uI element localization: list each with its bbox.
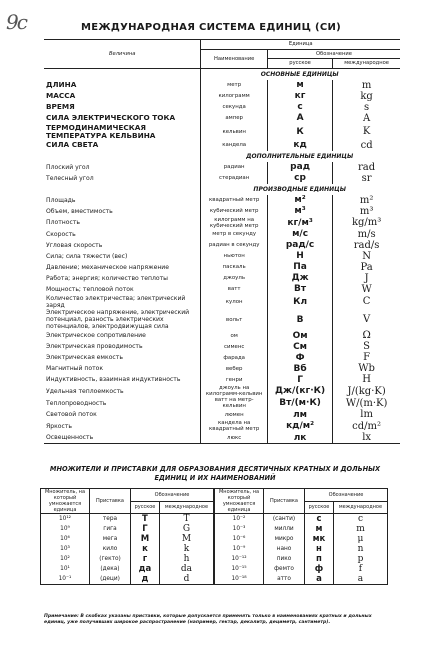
prefix-row bbox=[41, 564, 388, 574]
quantity-name: СИЛА ЭЛЕКТРИЧЕСКОГО ТОКА bbox=[46, 113, 176, 122]
unit-row bbox=[44, 124, 400, 140]
handwritten-mark: 9c bbox=[6, 10, 26, 34]
prefix-name: атто bbox=[264, 574, 305, 585]
prefix-header-prefix-2: Приставка bbox=[264, 489, 305, 514]
prefix-symbol-russian: м bbox=[305, 524, 334, 534]
unit-symbol-international: S bbox=[333, 341, 400, 352]
quantity-name: Давление; механическое напряжение bbox=[46, 263, 170, 271]
unit-name: кандела bbox=[201, 140, 268, 151]
unit-name: килограмм на кубический метр bbox=[201, 217, 268, 229]
unit-row bbox=[44, 162, 400, 173]
prefix-name: мега bbox=[90, 534, 131, 544]
unit-name: джоуль на килограмм-кельвин bbox=[201, 385, 268, 397]
prefix-row bbox=[41, 514, 388, 525]
prefix-name: (дека) bbox=[90, 564, 131, 574]
unit-row bbox=[44, 140, 400, 151]
unit-symbol-international: rad bbox=[333, 162, 400, 173]
prefix-multiplier: 10⁻¹⁸ bbox=[214, 574, 264, 585]
prefix-symbol-russian: мк bbox=[305, 534, 334, 544]
prefix-multiplier: 10⁻⁹ bbox=[214, 544, 264, 554]
unit-symbol-international: rad/s bbox=[333, 240, 400, 251]
unit-symbol-international: V bbox=[333, 309, 400, 331]
unit-name: ампер bbox=[201, 113, 268, 124]
unit-symbol-international: H bbox=[333, 374, 400, 385]
unit-row bbox=[44, 113, 400, 124]
header-name: Наименование bbox=[201, 49, 268, 68]
unit-symbol-international: m³ bbox=[333, 206, 400, 217]
unit-row bbox=[44, 432, 400, 444]
prefix-header-designation: Обозначение bbox=[131, 489, 215, 502]
unit-name: квадратный метр bbox=[201, 195, 268, 206]
quantity-name: МАССА bbox=[46, 91, 76, 100]
unit-symbol-international: W bbox=[333, 284, 400, 295]
prefix-symbol-international: T bbox=[159, 514, 214, 525]
unit-symbol-russian: Н bbox=[267, 251, 332, 262]
unit-symbol-russian: рад/с bbox=[267, 240, 332, 251]
unit-symbol-russian: Кл bbox=[267, 295, 332, 309]
quantity-name: Плоский угол bbox=[46, 163, 90, 171]
prefix-symbol-international: m bbox=[333, 524, 387, 534]
unit-row bbox=[44, 80, 400, 91]
prefix-multiplier: 10⁶ bbox=[41, 534, 90, 544]
unit-symbol-russian: кг bbox=[267, 91, 332, 102]
section-row bbox=[44, 151, 400, 162]
quantity-name: Индуктивность, взаимная индуктивность bbox=[46, 376, 181, 384]
unit-row bbox=[44, 385, 400, 397]
unit-symbol-international: cd bbox=[333, 140, 400, 151]
unit-name: вебер bbox=[201, 363, 268, 374]
quantity-name: Магнитный поток bbox=[46, 365, 104, 373]
quantity-name: Плотность bbox=[46, 219, 80, 226]
quantity-name: Мощность; тепловой поток bbox=[46, 285, 134, 293]
unit-symbol-international: J/(kg·K) bbox=[333, 385, 400, 397]
prefix-symbol-russian: г bbox=[131, 554, 160, 564]
prefix-name: (гекто) bbox=[90, 554, 131, 564]
prefix-multiplier: 10⁹ bbox=[41, 524, 90, 534]
prefix-header-multiplier: Множитель, на который умножается единица bbox=[41, 489, 90, 514]
prefix-header-russian-2: русское bbox=[305, 501, 334, 514]
unit-symbol-russian: Вб bbox=[267, 363, 332, 374]
unit-name: сименс bbox=[201, 341, 268, 352]
prefix-name: (деци) bbox=[90, 574, 131, 585]
unit-name: кандела на квадратный метр bbox=[201, 420, 268, 432]
prefixes-title: МНОЖИТЕЛИ И ПРИСТАВКИ ДЛЯ ОБРАЗОВАНИЯ ДЕСЯТИЧНЫХ КРАТНЫХ И ДОЛЬНЫХ ЕДИНИЦ И ИХ НАИМЕНОВАНИЙ bbox=[49, 465, 381, 482]
quantity-name: ТЕРМОДИНАМИЧЕСКАЯ ТЕМПЕРАТУРА КЕЛЬВИНА bbox=[46, 122, 156, 140]
unit-symbol-international: lm bbox=[333, 409, 400, 420]
quantity-name: ВРЕМЯ bbox=[46, 102, 75, 111]
prefix-symbol-russian: а bbox=[305, 574, 334, 585]
unit-symbol-russian: Ф bbox=[267, 352, 332, 363]
header-quantity: Величина bbox=[44, 40, 201, 69]
page-title: МЕЖДУНАРОДНАЯ СИСТЕМА ЕДИНИЦ (СИ) bbox=[81, 22, 341, 33]
header-international: международное bbox=[333, 59, 400, 69]
prefix-multiplier: 10⁻¹ bbox=[41, 574, 90, 585]
unit-name: вольт bbox=[201, 309, 268, 331]
prefix-symbol-russian: с bbox=[305, 514, 334, 525]
quantity-name: Световой поток bbox=[46, 411, 97, 419]
prefix-name: (санти) bbox=[264, 514, 305, 525]
unit-name: радиан bbox=[201, 162, 268, 173]
unit-symbol-international: W/(m·K) bbox=[333, 397, 400, 409]
prefix-multiplier: 10⁻³ bbox=[214, 524, 264, 534]
footnote: Примечание: В скобках указаны приставки, которые допускается применять только в наименованиях кратных и дольных единиц, уже получивших широкое распространение (например, гектар, декалитр, дециметр, сантиметр). bbox=[44, 614, 372, 626]
quantity-name: СИЛА СВЕТА bbox=[46, 140, 99, 149]
prefix-header-russian: русское bbox=[131, 501, 160, 514]
prefix-multiplier: 10¹ bbox=[41, 564, 90, 574]
section-title: ПРОИЗВОДНЫЕ ЕДИНИЦЫ bbox=[201, 184, 400, 195]
prefix-symbol-russian: да bbox=[131, 564, 160, 574]
unit-name: ом bbox=[201, 330, 268, 341]
prefix-symbol-international: k bbox=[159, 544, 214, 554]
quantity-name: Объем, вместимость bbox=[46, 207, 113, 215]
unit-name: джоуль bbox=[201, 273, 268, 284]
prefix-symbol-russian: М bbox=[131, 534, 160, 544]
unit-symbol-russian: Вт/(м·К) bbox=[267, 397, 332, 409]
prefix-multiplier: 10⁻² bbox=[214, 514, 264, 525]
prefix-name: гига bbox=[90, 524, 131, 534]
unit-symbol-russian: А bbox=[267, 113, 332, 124]
quantity-name: Электрическая емкость bbox=[46, 354, 123, 362]
prefix-header-prefix: Приставка bbox=[90, 489, 131, 514]
unit-symbol-russian: м³ bbox=[267, 206, 332, 217]
si-units-table bbox=[44, 39, 400, 444]
prefix-symbol-russian: Т bbox=[131, 514, 160, 525]
prefix-header-international-2: международное bbox=[333, 501, 387, 514]
section-title: ОСНОВНЫЕ ЕДИНИЦЫ bbox=[201, 68, 400, 80]
section-spacer bbox=[44, 151, 201, 162]
unit-symbol-international: N bbox=[333, 251, 400, 262]
unit-symbol-russian: м² bbox=[267, 195, 332, 206]
section-spacer bbox=[44, 68, 201, 80]
unit-name: ватт на метр-кельвин bbox=[201, 397, 268, 409]
unit-symbol-international: lx bbox=[333, 432, 400, 444]
unit-symbol-international: m² bbox=[333, 195, 400, 206]
unit-row bbox=[44, 251, 400, 262]
prefix-symbol-russian: Г bbox=[131, 524, 160, 534]
prefix-multiplier: 10² bbox=[41, 554, 90, 564]
quantity-name: Освещенность bbox=[46, 434, 94, 442]
unit-symbol-international: Pa bbox=[333, 262, 400, 273]
unit-name: стерадиан bbox=[201, 173, 268, 184]
prefix-symbol-international: n bbox=[333, 544, 387, 554]
unit-name: килограмм bbox=[201, 91, 268, 102]
unit-row bbox=[44, 309, 400, 331]
section-row bbox=[44, 184, 400, 195]
unit-symbol-international: Ω bbox=[333, 330, 400, 341]
quantity-name: Количество электричества; электрический заряд bbox=[46, 294, 186, 309]
unit-row bbox=[44, 206, 400, 217]
quantity-name: Удельная теплоемкость bbox=[46, 387, 124, 395]
unit-symbol-russian: См bbox=[267, 341, 332, 352]
quantity-name: Электрическое сопротивление bbox=[46, 332, 146, 340]
unit-symbol-international: cd/m² bbox=[333, 420, 400, 432]
unit-row bbox=[44, 102, 400, 113]
prefix-name: кило bbox=[90, 544, 131, 554]
unit-name: паскаль bbox=[201, 262, 268, 273]
unit-name: ватт bbox=[201, 284, 268, 295]
unit-symbol-russian: Дж/(кг·К) bbox=[267, 385, 332, 397]
unit-row bbox=[44, 420, 400, 432]
prefix-symbol-russian: п bbox=[305, 554, 334, 564]
unit-symbol-russian: м/с bbox=[267, 229, 332, 240]
unit-symbol-russian: с bbox=[267, 102, 332, 113]
unit-name: фарада bbox=[201, 352, 268, 363]
unit-symbol-russian: Ом bbox=[267, 330, 332, 341]
unit-symbol-international: kg/m³ bbox=[333, 217, 400, 229]
unit-name: метр bbox=[201, 80, 268, 91]
unit-symbol-international: K bbox=[333, 124, 400, 140]
prefix-symbol-international: f bbox=[333, 564, 387, 574]
unit-name: радиан в секунду bbox=[201, 240, 268, 251]
prefix-multiplier: 10⁻¹⁵ bbox=[214, 564, 264, 574]
prefix-symbol-international: h bbox=[159, 554, 214, 564]
unit-row bbox=[44, 341, 400, 352]
quantity-name: Теплопроводность bbox=[46, 399, 107, 407]
unit-symbol-russian: Дж bbox=[267, 273, 332, 284]
unit-row bbox=[44, 397, 400, 409]
unit-symbol-international: s bbox=[333, 102, 400, 113]
prefix-multiplier: 10¹² bbox=[41, 514, 90, 525]
prefix-symbol-international: da bbox=[159, 564, 214, 574]
unit-row bbox=[44, 295, 400, 309]
prefix-row bbox=[41, 524, 388, 534]
unit-row bbox=[44, 409, 400, 420]
quantity-name: Угловая скорость bbox=[46, 241, 103, 249]
quantity-name: Электрическая проводимость bbox=[46, 343, 143, 351]
unit-name: кубический метр bbox=[201, 206, 268, 217]
prefix-name: милли bbox=[264, 524, 305, 534]
unit-name: кулон bbox=[201, 295, 268, 309]
prefix-symbol-international: μ bbox=[333, 534, 387, 544]
unit-row bbox=[44, 262, 400, 273]
section-spacer bbox=[44, 184, 201, 195]
unit-symbol-international: m/s bbox=[333, 229, 400, 240]
quantity-name: Телесный угол bbox=[46, 174, 94, 182]
unit-symbol-russian: кг/м³ bbox=[267, 217, 332, 229]
unit-symbol-russian: кд/м² bbox=[267, 420, 332, 432]
unit-symbol-russian: В bbox=[267, 309, 332, 331]
section-row bbox=[44, 68, 400, 80]
prefix-symbol-international: M bbox=[159, 534, 214, 544]
unit-symbol-russian: Вт bbox=[267, 284, 332, 295]
unit-symbol-international: A bbox=[333, 113, 400, 124]
unit-symbol-international: F bbox=[333, 352, 400, 363]
unit-symbol-russian: К bbox=[267, 124, 332, 140]
prefix-row bbox=[41, 544, 388, 554]
unit-symbol-russian: кд bbox=[267, 140, 332, 151]
unit-row bbox=[44, 173, 400, 184]
unit-symbol-russian: м bbox=[267, 80, 332, 91]
unit-row bbox=[44, 229, 400, 240]
unit-symbol-international: C bbox=[333, 295, 400, 309]
quantity-name: Сила; сила тяжести (вес) bbox=[46, 252, 128, 260]
prefix-symbol-russian: ф bbox=[305, 564, 334, 574]
section-title: ДОПОЛНИТЕЛЬНЫЕ ЕДИНИЦЫ bbox=[201, 151, 400, 162]
unit-row bbox=[44, 91, 400, 102]
unit-symbol-russian: лм bbox=[267, 409, 332, 420]
unit-symbol-russian: Па bbox=[267, 262, 332, 273]
unit-row bbox=[44, 363, 400, 374]
quantity-name: Работа; энергия; количество теплоты bbox=[46, 274, 168, 282]
unit-name: кельвин bbox=[201, 124, 268, 140]
prefix-name: фемто bbox=[264, 564, 305, 574]
unit-symbol-international: m bbox=[333, 80, 400, 91]
prefix-symbol-international: a bbox=[333, 574, 387, 585]
header-unit: Единица bbox=[201, 40, 400, 50]
prefix-row bbox=[41, 554, 388, 564]
prefix-symbol-international: G bbox=[159, 524, 214, 534]
prefix-symbol-international: d bbox=[159, 574, 214, 585]
quantity-name: ДЛИНА bbox=[46, 80, 77, 89]
unit-row bbox=[44, 374, 400, 385]
prefix-name: тера bbox=[90, 514, 131, 525]
unit-name: ньютон bbox=[201, 251, 268, 262]
prefix-header-international: международное bbox=[159, 501, 214, 514]
prefix-symbol-international: c bbox=[333, 514, 387, 525]
quantity-name: Яркость bbox=[46, 422, 73, 430]
unit-name: генри bbox=[201, 374, 268, 385]
unit-row bbox=[44, 195, 400, 206]
prefix-row bbox=[41, 574, 388, 585]
unit-row bbox=[44, 330, 400, 341]
unit-name: люмен bbox=[201, 409, 268, 420]
prefix-symbol-russian: д bbox=[131, 574, 160, 585]
prefix-row bbox=[41, 534, 388, 544]
unit-symbol-russian: лк bbox=[267, 432, 332, 444]
prefix-symbol-russian: к bbox=[131, 544, 160, 554]
unit-row bbox=[44, 352, 400, 363]
unit-name: люкс bbox=[201, 432, 268, 444]
quantity-name: Площадь bbox=[46, 196, 76, 204]
header-designation: Обозначение bbox=[267, 49, 400, 59]
unit-row bbox=[44, 240, 400, 251]
unit-name: метр в секунду bbox=[201, 229, 268, 240]
prefix-multiplier: 10⁻⁶ bbox=[214, 534, 264, 544]
prefix-name: нано bbox=[264, 544, 305, 554]
unit-row bbox=[44, 284, 400, 295]
quantity-name: Скорость bbox=[46, 230, 76, 238]
unit-symbol-russian: Г bbox=[267, 374, 332, 385]
unit-row bbox=[44, 273, 400, 284]
header-russian: русское bbox=[267, 59, 332, 69]
unit-row bbox=[44, 217, 400, 229]
unit-name: секунда bbox=[201, 102, 268, 113]
quantity-name: Электрическое напряжение, электрический потенциал, разность электрических потенциалов, электродвижущая сила bbox=[46, 309, 190, 331]
unit-symbol-international: kg bbox=[333, 91, 400, 102]
prefix-multiplier: 10³ bbox=[41, 544, 90, 554]
prefix-symbol-international: p bbox=[333, 554, 387, 564]
unit-symbol-international: J bbox=[333, 273, 400, 284]
prefix-header-multiplier-2: Множитель, на который умножается единица bbox=[214, 489, 264, 514]
prefixes-table bbox=[40, 488, 388, 585]
unit-symbol-russian: рад bbox=[267, 162, 332, 173]
prefix-header-designation-2: Обозначение bbox=[305, 489, 388, 502]
prefix-multiplier: 10⁻¹² bbox=[214, 554, 264, 564]
prefix-name: пико bbox=[264, 554, 305, 564]
unit-symbol-international: Wb bbox=[333, 363, 400, 374]
unit-symbol-international: sr bbox=[333, 173, 400, 184]
unit-symbol-russian: ср bbox=[267, 173, 332, 184]
prefix-name: микро bbox=[264, 534, 305, 544]
prefix-symbol-russian: н bbox=[305, 544, 334, 554]
